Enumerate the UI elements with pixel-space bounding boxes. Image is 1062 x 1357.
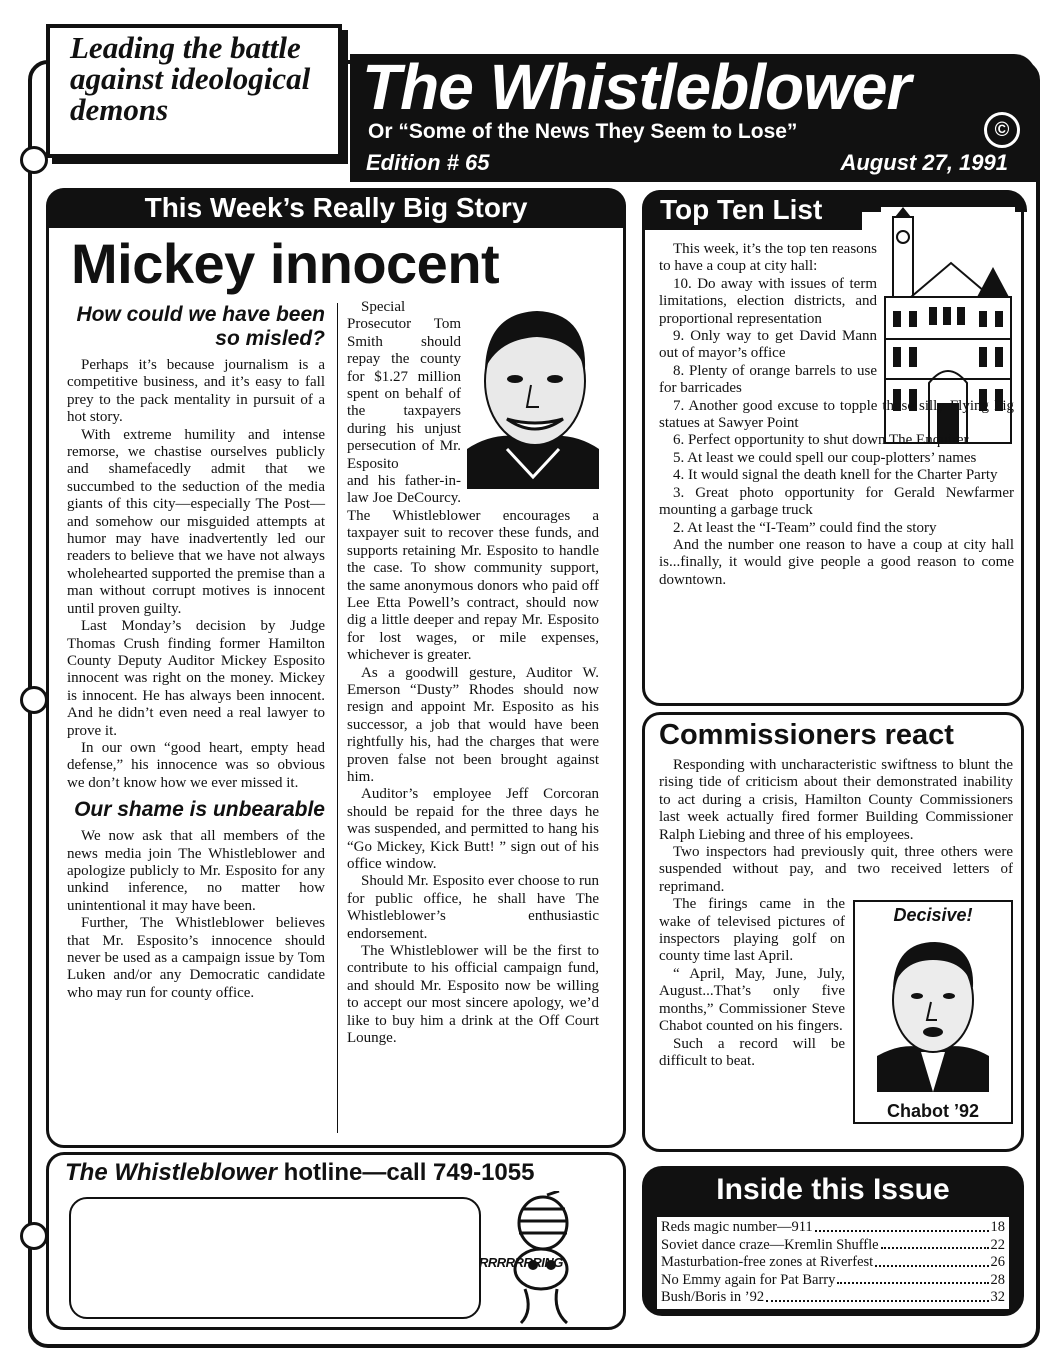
commissioners-paragraph: Responding with uncharacteristic swiftness to blunt the rising tide of criticism about their demonstrated inability to act during a crisis, Hamilton County Commissioners last week actually fired former Building Commissioner Ralph Liebing and three of his employees.	[659, 757, 1013, 843]
commissioners-paragraph: Such a record will be difficult to beat.	[659, 1035, 845, 1069]
story-paragraph: With extreme humility and intense remorse, we chastise ourselves publicly and shamefacedly admit that we succumbed to the seduction of the media giants of this city—especially The Post—and somehow our misguided attempts at humor may have inadvertently led our readers to believe that we have not always wholehearted supported the premise than a man without corrupt motives is innocent until proven guilty.	[67, 426, 325, 617]
story-paragraph: Should Mr. Esposito ever choose to run for public office, he shall have The Whistleblower’s enthusiastic endorsement.	[347, 873, 599, 942]
chabot-photo-box	[853, 900, 1013, 1124]
top-ten-item: 9. Only way to get David Mann out of mayor’s office	[659, 328, 877, 362]
top-ten-intro: This week, it’s the top ten reasons to have a coup at city hall:	[659, 241, 877, 275]
story-subhead: Our shame is unbearable	[74, 798, 325, 822]
photo-caption: Chabot ’92	[886, 1100, 979, 1121]
top-ten-item: 10. Do away with issues of term limitations, election districts, and proportional representation	[659, 275, 877, 327]
issue-date: August 27, 1991	[840, 150, 1008, 175]
edition-number: Edition # 65	[366, 150, 490, 175]
toc-item[interactable]: Reds magic number—911 18	[661, 1219, 1005, 1235]
toc-item[interactable]: Masturbation-free zones at Riverfest 26	[661, 1254, 1005, 1271]
top-ten-banner: Top Ten List	[642, 190, 862, 230]
inside-issue-banner: Inside this Issue	[716, 1173, 950, 1206]
hotline-title	[65, 1159, 534, 1187]
hotline-message-box	[69, 1197, 481, 1319]
inside-issue-box	[642, 1166, 1024, 1316]
big-story-box	[46, 188, 626, 1148]
toc-item[interactable]: No Emmy again for Pat Barry 28	[661, 1271, 1005, 1288]
binder-hole	[20, 146, 48, 174]
ring-sound: RRRRRRRING	[479, 1255, 563, 1270]
story-column-2	[347, 299, 599, 1047]
big-story-banner: This Week’s Really Big Story	[46, 188, 626, 228]
toc-item[interactable]: Bush/Boris in ’92 32	[661, 1289, 1005, 1306]
commissioners-paragraph: Two inspectors had previously quit, three others were suspended without pay, and two received letters of reprimand.	[659, 844, 1013, 895]
story-paragraph: and his father-in-law Joe DeCourcy. The Whistleblower encourages a taxpayer suit to recover these funds, and supports retaining Mr. Esposito to handle the case. To show community support, the same anonymous donors who paid off Lee Etta Powell’s contract, should now dig a little deeper and repay Mr. Esposito for lost wages, or mile expenses, whichever is greater.	[347, 473, 599, 664]
story-headline: Mickey innocent	[71, 232, 500, 295]
esposito-photo	[467, 299, 599, 489]
commissioners-headline: Commissioners react	[659, 719, 954, 751]
commissioners-paragraph: The firings came in the wake of televised pictures of inspectors playing golf on county time last April.	[659, 896, 845, 965]
binder-hole	[20, 686, 48, 714]
inside-issue-list	[657, 1217, 1009, 1309]
story-paragraph: As a goodwill gesture, Auditor W. Emerson “Dusty” Rhodes should now resign and appoint Mr. Esposito as his successor, a job that would have been rightfully his, had the charges that were proven false not been brought against him.	[347, 664, 599, 785]
newsletter-subtitle: Or “Some of the News They Seem to Lose”	[368, 120, 798, 143]
hotline-box	[46, 1152, 626, 1330]
hotline-brand: The Whistleblower	[65, 1159, 278, 1186]
story-paragraph: We now ask that all members of the news media join The Whistleblower and apologize publicly to Mr. Esposito for any unkind inference, no matter how unintentional it may have been.	[67, 828, 325, 914]
story-paragraph: Auditor’s employee Jeff Corcoran should be repaid for the three days he was suspended, and permitted to hang his “Go Mickey, Kick Butt! ” sign out of his office window.	[347, 786, 599, 872]
copyright-icon: ©	[984, 112, 1020, 148]
newsletter-title: The Whistleblower	[362, 51, 911, 123]
tagline: Leading the battle against ideological demons	[46, 24, 342, 158]
story-column-1	[67, 297, 325, 1002]
story-paragraph: Last Monday’s decision by Judge Thomas Crush finding former Hamilton County Deputy Auditor Mickey Esposito innocent was right on the money. Mickey is innocent. He has always been innocent. And he didn’t even need a real lawyer to prove it.	[67, 618, 325, 739]
top-ten-item: 3. Great photo opportunity for Gerald Newfarmer mounting a garbage truck	[659, 484, 1014, 519]
story-paragraph: Perhaps it’s because journalism is a competitive business, and it’s easy to fall prey to the pack mentality in pursuit of a hot story.	[67, 357, 325, 426]
top-ten-item: 8. Plenty of orange barrels to use for barricades	[659, 362, 877, 397]
commissioners-box	[642, 712, 1024, 1152]
top-ten-item: 7. Another good excuse to topple those silly Flying Pig statues at Sawyer Point	[659, 397, 1014, 432]
story-paragraph: Special Prosecutor Tom Smith should repay the county for $1.27 million spent on behalf of the taxpayers during his unjust persecution of Mr. Esposito	[347, 299, 461, 472]
top-ten-text	[659, 241, 1014, 589]
masthead	[350, 51, 1036, 182]
top-ten-outro: And the number one reason to have a coup at city hall is...finally, it would give people a good reason to come downtown.	[659, 536, 1014, 588]
toc-item[interactable]: Soviet dance craze—Kremlin Shuffle 22	[661, 1236, 1005, 1253]
story-paragraph: Further, The Whistleblower believes that Mr. Esposito’s innocence should never be used as a campaign issue by Tom Luken and/or any Democratic candidate who may run for county office.	[67, 915, 325, 1001]
top-ten-item: 6. Perfect opportunity to shut down The Enquirer	[673, 432, 969, 449]
portrait-photo-icon	[467, 299, 599, 489]
story-paragraph: The Whistleblower will be the first to contribute to his official campaign fund, and should Mr. Esposito now be willing to accept our most sincere apology, we’d like to buy him a drink at the Off Court Lounge.	[347, 943, 599, 1047]
chabot-portrait-icon	[877, 928, 989, 1092]
top-ten-box	[642, 190, 1024, 706]
top-ten-item: 5. At least we could spell our coup-plotters’ names	[673, 449, 977, 466]
commissioners-paragraph: “ April, May, June, July, August...That’s only five months,” Commissioner Steve Chabot counted on his fingers.	[659, 965, 845, 1035]
top-ten-item: 2. At least the “I-Team” could find the story	[673, 519, 937, 536]
photo-headline: Decisive!	[893, 905, 973, 926]
story-subhead: How could we have been so misled?	[76, 303, 325, 350]
commissioners-text	[659, 757, 1013, 1124]
hotline-number: hotline—call 749-1055	[277, 1159, 535, 1186]
column-divider	[337, 303, 338, 1133]
binder-hole	[20, 1222, 48, 1250]
top-ten-item: 4. It would signal the death knell for the Charter Party	[673, 467, 998, 484]
story-paragraph: In our own “good heart, empty head defense,” his innocence was so obvious we don’t know how we ever missed it.	[67, 739, 325, 791]
